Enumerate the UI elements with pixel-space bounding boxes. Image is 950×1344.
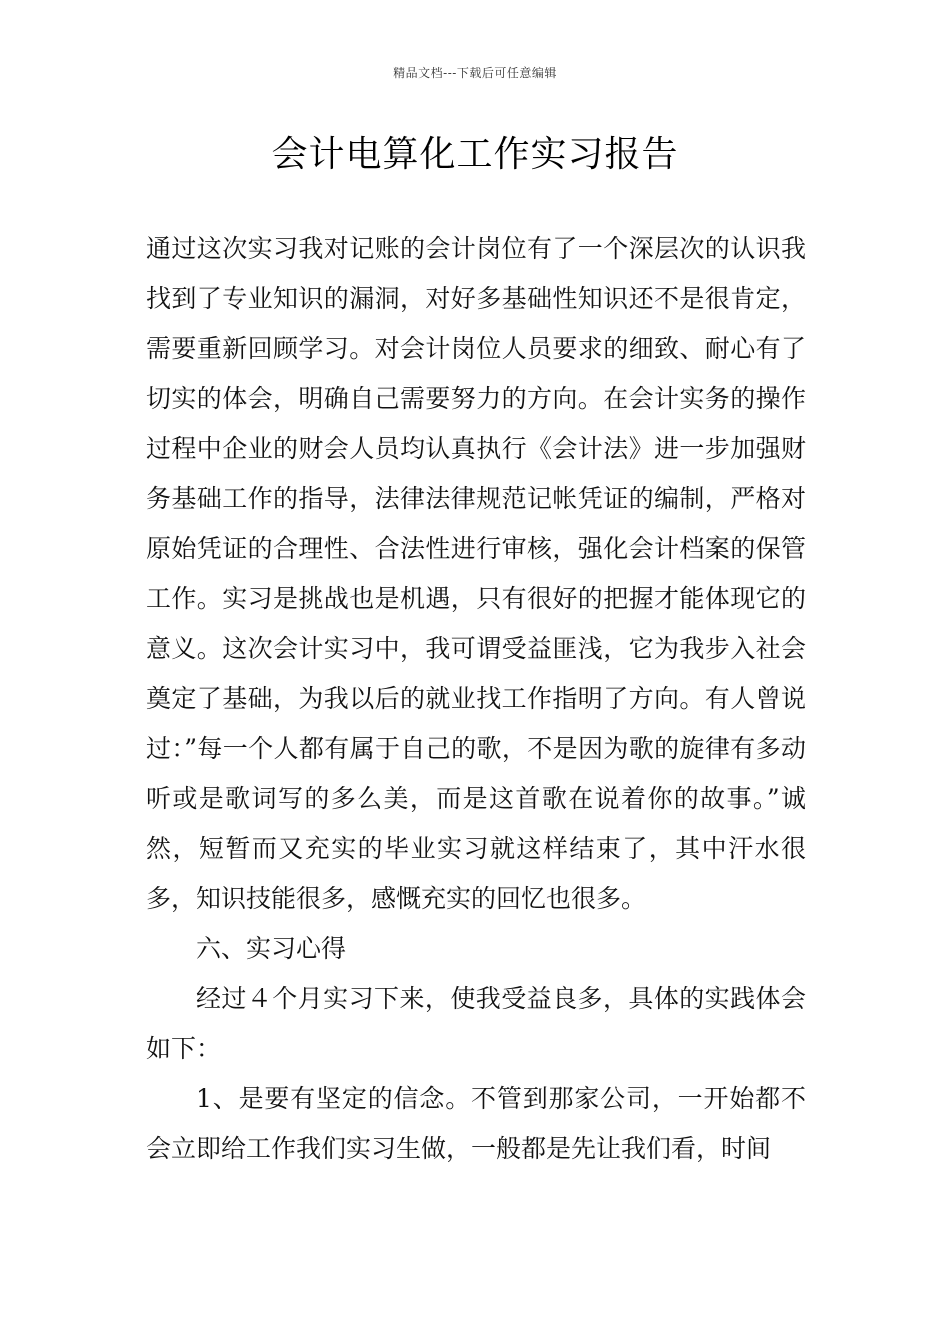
document-body	[146, 224, 806, 1174]
section-heading: 六、实习心得	[196, 934, 347, 963]
body-paragraph: 1、是要有坚定的信念。不管到那家公司，一开始都不会立即给工作我们实习生做，一般都是先让我们看，时间	[146, 1084, 806, 1163]
body-paragraph: 通过这次实习我对记账的会计岗位有了一个深层次的认识我找到了专业知识的漏洞，对好多基础性知识还不是很肯定，需要重新回顾学习。对会计岗位人员要求的细致、耐心有了切实的体会，明确自己需要努力的方向。在会计实务的操作过程中企业的财会人员均认真执行《会计法》进一步加强财务基础工作的指导，法律法律规范记帐凭证的编制，严格对原始凭证的合理性、合法性进行审核，强化会计档案的保管工作。实习是挑战也是机遇，只有很好的把握才能体现它的意义。这次会计实习中，我可谓受益匪浅，它为我步入社会奠定了基础，为我以后的就业找工作指明了方向。有人曾说过：”每一个人都有属于自己的歌，不是因为歌的旋律有多动听或是歌词写的多么美，而是这首歌在说着你的故事。”诚然，短暂而又充实的毕业实习就这样结束了，其中汗水很多，知识技能很多，感慨充实的回忆也很多。	[146, 234, 806, 913]
header-note: 精品文档---下载后可任意编辑	[393, 66, 557, 80]
body-paragraph: 经过４个月实习下来，使我受益良多，具体的实践体会如下：	[146, 984, 806, 1063]
document-title: 会计电算化工作实习报告	[271, 134, 679, 175]
